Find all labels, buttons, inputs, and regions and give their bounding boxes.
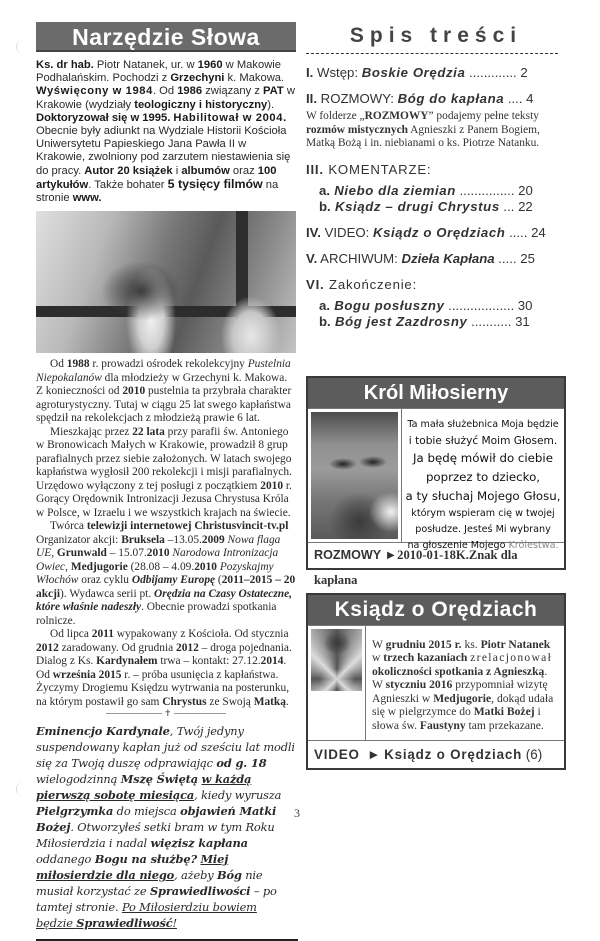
cross-divider [106, 708, 226, 719]
intro-text: Obecnie były adiunkt na Wydziale Historii Kościoła Uniwersytetu Papieskiego Jana Pawła II w Krakowie, zwolniony pod zarzutem niestawienia się do pracy. [36, 125, 291, 177]
video-link[interactable]: VIDEO ► Ksiądz o Orędziach (6) [308, 740, 564, 768]
cross-icon: ✝ [164, 708, 172, 719]
intro-text: k. Makowa. [224, 72, 285, 85]
toc-item-zakonczenie: VI. Zakończenie: [306, 276, 418, 292]
intro-text: związany z [202, 85, 264, 98]
bio-paragraph: Twórca telewizji internetowej Christusvincit-tv.pl Organizator akcji: Bruksela –13.05.2009 Nowa flaga UE, Grunwald – 15.07.2010 Narodowa Intronizacja Owiec, Medjugorie (28.08 – 4.09.2010 Pozyskajmy Włochów oraz cyklu Odbijamy Europę (2011–2015 – 20 akcji). Wydawca serii pt. Orędzia na Czasy Ostateczne, które właśnie nadeszły. Obecnie prowadzi spotkania rolnicze. [36, 520, 296, 627]
intro-text: oraz [229, 164, 258, 177]
krol-milosierny-box [306, 376, 566, 587]
intro-text: Doktoryzował się w 1995. [36, 111, 174, 124]
intro-text: Autor 20 książek [84, 164, 173, 177]
intro-text: na stronie [36, 178, 279, 205]
punch-hole-mark [16, 782, 26, 796]
quote-text: Ta mała służebnica Moja będzie i tobie służyć Moim Głosem. Ja będę mówił do ciebie poprzez to dziecko, a ty słuchaj Mojego Głosu, którym wspieram cię w twojej posłudze. Jesteś Mi wybrany na głoszenie Mojego Królestwa. [405, 418, 561, 551]
section-banner-narzedzie-slowa: Narzędzie Słowa [36, 22, 296, 52]
intro-text: Wyświęcony w 1984 [36, 85, 153, 98]
toc-item-wstep[interactable]: I. Wstęp: Boskie Orędzia ............. 2 [306, 65, 528, 80]
website-link[interactable]: www. [72, 192, 102, 205]
left-column [36, 22, 296, 941]
priest-thumbnail [308, 626, 366, 740]
bio-paragraph: Mieszkając przez 22 lata przy parafii św. Antoniego w Bronowicach Małych w Krakowie, prowadził 8 grup parafialnych przez siebie założonych. W latach swojego kapłaństwa wygłosił 200 rekolekcji i misji parafialnych. Urzędowo wyłączony z tej posługi z początkiem 2010 r. Gorący Orędownik Intronizacji Jezusa Chrystusa Króla w Polsce, w Izraelu i we wszystkich krajach na świecie. [36, 425, 292, 519]
intro-text: Habilitował w 2004. [173, 111, 287, 124]
author-intro [36, 59, 296, 205]
box-title: Ksiądz o Orędziach [308, 595, 564, 625]
intro-text: ). [267, 98, 275, 111]
rozmowy-link[interactable]: ROZMOWY ►2010-01-18K.Znak dla kapłana [308, 542, 564, 568]
intro-text: Piotr Natanek, ur. w [93, 59, 198, 71]
toc-item-komentarze: III. KOMENTARZE: [306, 161, 432, 177]
toc-item-archiwum[interactable]: V. ARCHIWUM: Dzieła Kapłana ..... 25 [306, 250, 535, 266]
intro-text: PAT [263, 85, 284, 98]
intro-text: 1960 [197, 59, 223, 71]
toc-subitem-ksiadz[interactable]: b. Ksiądz – drugi Chrystus ... 22 [319, 198, 533, 214]
punch-hole-mark [16, 40, 26, 54]
ksiadz-o-oredziach-box [306, 593, 566, 770]
toc-rozmowy-description: W folderze „ROZMOWY” podajemy pełne teksty rozmów mistycznych Agnieszki z Panem Bogiem, Matką Bożą i in. niebianami o ks. Piotrze Natanku. [306, 110, 540, 149]
bio-paragraph: Od lipca 2011 wypakowany z Kościoła. Od stycznia 2012 zaradowany. Od grudnia 2012 – droga pojednania. Dialog z Ks. Kardynałem trwa – kontakt: 27.12.2014. Od września 2015 r. – próba usunięcia z kapłaństwa. Życzymy Drogiemu Księdzu wytrwania na posterunku, na którym postawił go sam Chrystus ze Swoją Matką. [36, 628, 292, 708]
page-number: 3 [294, 806, 300, 820]
biography [36, 358, 296, 709]
intro-text: 5 tysięcy filmów [167, 176, 263, 191]
intro-text: . Także bohater [88, 178, 168, 191]
intro-text: 1986 [177, 85, 203, 98]
intro-text: . Od [152, 85, 178, 98]
intro-text: teologiczny i historyczny [134, 98, 268, 111]
page-ref: 4 [526, 91, 534, 106]
bio-paragraph: Od 1988 r. prowadzi ośrodek rekolekcyjny Pustelnia Niepokalanów dla młodzieży w Grzechyni k. Makowa. Z konieczności od 2010 pustelnia ta przybrała charakter agroturystyczny. Tutaj w ciągu 25 lat swego kapłaństwa spędził na rekolekcjach z młodzieżą prawie 6 lat. [36, 358, 292, 425]
toc-divider [306, 53, 558, 54]
play-arrow-icon: ► [367, 746, 381, 762]
intro-text: w Krakowie (wydziały [36, 85, 295, 111]
intro-text: Ks. dr hab. [36, 59, 94, 71]
video-description: W grudniu 2015 r. ks. Piotr Natanek w trzech kazaniach zrelacjonował okoliczności spotkania z Agnieszką. W styczniu 2016 przypomniał wizytę Agnieszki w Medjugorie, dokąd udała się w pielgrzymce do Matki Bożej i słowa św. Faustyny tam przekazane. [372, 637, 554, 733]
intro-text: albumów [181, 164, 230, 177]
toc-item-video[interactable]: IV. VIDEO: Ksiądz o Orędziach ..... 24 [306, 224, 546, 240]
intro-text: i [172, 164, 182, 177]
jesus-portrait [308, 409, 402, 542]
intro-text: w Makowie Podhalańskim. Pochodzi z [36, 59, 281, 85]
toc-subitem-niebo[interactable]: a. Niebo dla ziemian ............... 20 [319, 182, 533, 198]
intro-text: Grzechyni [170, 72, 225, 85]
priest-photo [36, 211, 296, 353]
page-ref: 2 [520, 65, 528, 80]
toc-item-rozmowy[interactable]: II. ROZMOWY: Bóg do kapłana .... 4 [306, 91, 534, 106]
toc-subitem-bog-zazdrosny[interactable]: b. Bóg jest Zazdrosny ........... 31 [319, 313, 530, 329]
toc-subitem-bogu-posluszny[interactable]: a. Bogu posłuszny .................. 30 [319, 297, 533, 313]
appeal-to-cardinal: Eminencjo Kardynale, Twój jedyny suspendowany kapłan już od sześciu lat modli się za Twoją duszę odprawiając od g. 18 wielogodzinną Mszę Świętą w każdą pierwszą sobotę miesiąca, kiedy wyrusza Pielgrzymka do miejsca objawień Matki Bożej. Otworzyłeś setki bram w tym Roku Miłosierdzia i nadal więzisz kapłana oddanego Bogu na służbę? Miej miłosierdzie dla niego, ażeby Bóg nie musiał korzystać ze Sprawiedliwości – po tamtej stronie. Po Miłosierdziu bowiem będzie Sprawiedliwość! [36, 724, 295, 931]
play-arrow-icon: ► [384, 547, 398, 562]
toc-title: Spis treści [349, 24, 523, 47]
box-title: Król Miłosierny [308, 378, 564, 408]
right-column [306, 22, 566, 770]
tv-link[interactable]: telewizji internetowej Christusvincit-tv.pl [86, 520, 289, 533]
intro-text: 100 artykułów [36, 164, 277, 191]
